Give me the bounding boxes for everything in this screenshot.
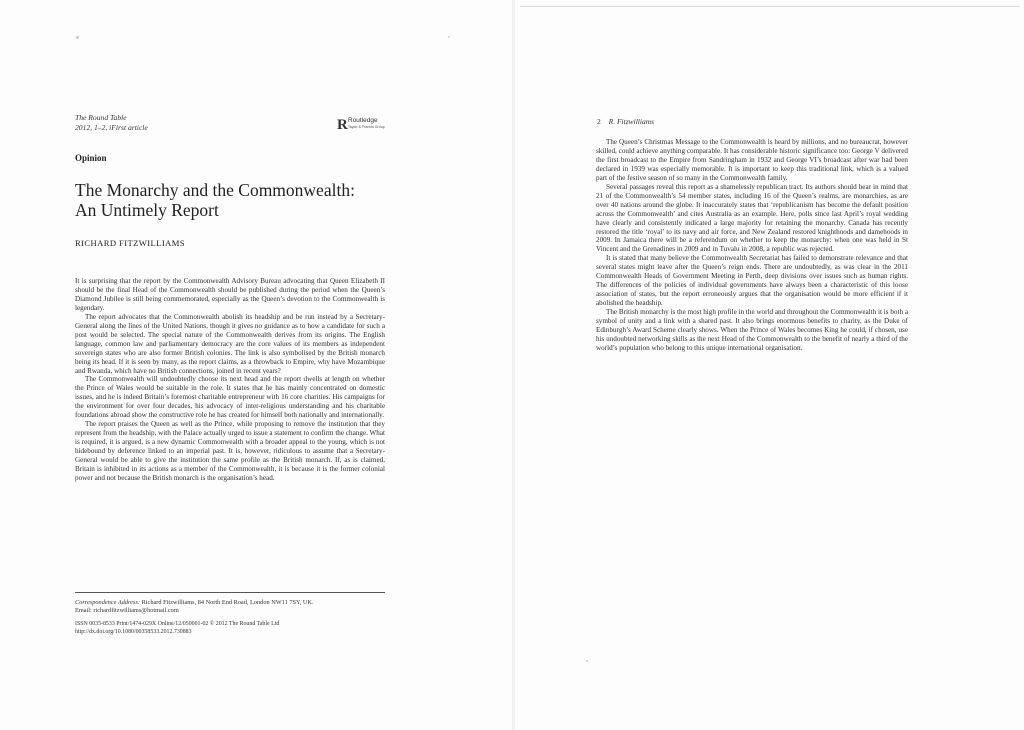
article-title xyxy=(75,180,395,220)
scan-speck xyxy=(448,36,450,38)
section-label: Opinion xyxy=(75,153,107,163)
paragraph: It is surprising that the report by the Commonwealth Advisory Bureau advocating that Queen Elizabeth II should be the final Head of the Commonwealth should be published during the period when the Queen’s Diamond Jubilee is still being commemorated, especially as the Queen’s devotion to the Commonwealth is legendary. xyxy=(75,277,385,312)
scan-speck xyxy=(76,36,79,39)
scan-edge-line xyxy=(520,6,1020,7)
scan-speck xyxy=(586,660,588,662)
journal-issue: 2012, 1–2, iFirst article xyxy=(75,123,148,132)
routledge-r-icon: R xyxy=(337,117,348,133)
left-body-text xyxy=(75,277,385,483)
right-body-text xyxy=(596,138,908,353)
title-line-2: An Untimely Report xyxy=(75,200,219,220)
right-page xyxy=(515,0,1024,730)
issn-block xyxy=(75,620,395,637)
correspondence-label: Correspondence Address: xyxy=(75,599,141,606)
correspondence-note xyxy=(75,599,385,616)
correspondence-address: Richard Fitzwilliams, 84 North End Road, London NW11 7SY, UK. xyxy=(141,599,314,606)
running-head-author: R. Fitzwilliams xyxy=(608,117,655,126)
publisher-logo xyxy=(337,117,397,133)
page-number: 2 xyxy=(597,117,601,126)
doi-line: http://dx.doi.org/10.1080/00358533.2012.730883 xyxy=(75,629,192,636)
publisher-subtitle: Taylor & Francis Group xyxy=(348,125,385,129)
paragraph: The Commonwealth will undoubtedly choose its next head and the report dwells at length on whether the Prince of Wales would be suitable in the role. It states that he has mainly concentrated on domestic issues, and he is indeed Britain’s foremost charitable entrepreneur with 16 core charities. His campaigns for the environment for over four decades, his advocacy of inter-religious understanding and his charitable foundations abroad show the constructive role he has created for himself both nationally and internationally. xyxy=(75,375,385,420)
correspondence-email: Email: richardfitzwilliams@hotmail.com xyxy=(75,607,179,615)
publisher-name: Routledge xyxy=(348,117,378,124)
footnote-rule xyxy=(75,592,385,593)
paragraph: Several passages reveal this report as a shamelessly republican tract. Its authors should bear in mind that 21 of the Commonwealth’s 54 member states, including 16 of the Queen’s realms, are monarchies, as are over 40 nations around the globe. It inaccurately states that ‘republicanism has become the default position across the Commonwealth’ and cites Australia as an example. Here, polls since last April’s royal wedding have clearly and consistently indicated a large majority for retaining the monarchy. Canada has recently restored the title ‘royal’ to its navy and air force, and New Zealand restored knighthoods and damehoods in 2009. In Jamaica there will be a referendum on whether to keep the monarchy: when one was held in St Vincent and the Grenadines in 2009 and in Tuvalu in 2008, a republic was rejected. xyxy=(596,182,908,254)
paragraph: The British monarchy is the most high profile in the world and throughout the Commonwealth it is both a symbol of unity and a link with a shared past. It also brings enormous benefits to charity, as the Duke of Edinburgh’s Award Scheme clearly shows. When the Prince of Wales becomes King he could, if chosen, use his undoubted networking skills as the next Head of the Commonwealth to the benefit of nearly a third of the world’s population who belong to this unique international organisation. xyxy=(596,308,908,352)
paragraph: The Queen’s Christmas Message to the Commonwealth is heard by millions, and no bureaucrat, however skilled, could achieve anything comparable. It has considerable historic significance too: George V delivered the first broadcast to the Empire from Sandringham in 1932 and George VI’s broadcast after war had been declared in 1939 was especially memorable. It is important to keep this traditional link, which is a valued part of the festive season of so many in the Commonwealth family. xyxy=(596,138,908,182)
paragraph: The report advocates that the Commonwealth abolish its headship and be run instead by a Secretary-General along the lines of the United Nations, though it gives no guidance as to how a candidate for such a post would be selected. The special nature of the Commonwealth derives from its origins. The English language, common law and parliamentary democracy are the core values of its members as independent sovereign states who are also former British colonies. The link is also symbolised by the British monarch being its head. If it is seen by many, as the report claims, as a throwback to Empire, why have Mozambique and Rwanda, which have no British connections, joined in recent years? xyxy=(75,312,385,375)
issn-line: ISSN 0035-8533 Print/1474-029X Online/12/050001-02 © 2012 The Round Table Ltd xyxy=(75,621,280,627)
author-name: RICHARD FITZWILLIAMS xyxy=(75,238,185,248)
journal-name: The Round Table xyxy=(75,113,127,122)
title-line-1: The Monarchy and the Commonwealth: xyxy=(75,180,355,200)
journal-header xyxy=(75,113,148,133)
paragraph: It is stated that many believe the Commonwealth Secretariat has failed to demonstrate relevance and that several states might leave after the Queen’s reign ends. There are undoubtedly, as was clear in the 2011 Commonwealth Heads of Government Meeting in Perth, deep divisions over issues such as human rights. The differences of the policies of individual governments have always been a characteristic of this loose association of states, but the report erroneously argues that the organisation would be more efficient if it abolished the headship. xyxy=(596,254,908,308)
paragraph: The report praises the Queen as well as the Prince, while proposing to remove the institution that they represent from the headship, with the Palace actually urged to issue a statement to confirm the change. What is required, it is argued, is a new dynamic Commonwealth with a broader appeal to the young, which is not hidebound by deference linked to an imperial past. It is, however, ridiculous to assume that a Secretary-General would be able to give the institution the same profile as the British monarch. If, as is claimed, Britain is inhibited in its actions as a member of the Commonwealth, it is because it is the former colonial power and not because the British monarch is the organisation’s head. xyxy=(75,420,385,482)
running-head xyxy=(597,117,654,126)
